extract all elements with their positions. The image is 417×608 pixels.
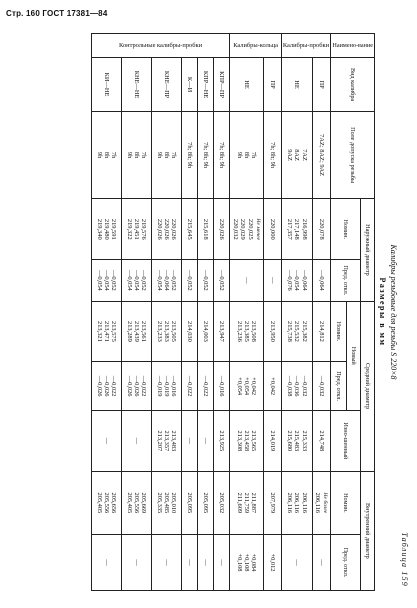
- table-cell: 7h 8h 9h: [121, 111, 151, 199]
- page-header: Стр. 160 ГОСТ 17381—84: [6, 9, 108, 18]
- col-vnutr-header: Внутренний диаметр: [361, 471, 375, 590]
- table-cell: —: [181, 534, 197, 590]
- table-cell: —0,032 —0,036 —0,038: [281, 362, 312, 411]
- nar-nom-header: Номин.: [331, 199, 361, 260]
- table-cell: +0,042 +0,054 +0,054: [229, 362, 263, 411]
- table-cell: —: [312, 534, 330, 590]
- table-cell: 205,095: [181, 471, 197, 534]
- table-cell: —: [91, 410, 121, 471]
- ne-menee-note: Не менее: [254, 218, 261, 241]
- table-cell: 215,333 215,483 215,680: [281, 410, 312, 471]
- table-cell: —0,022: [197, 362, 213, 411]
- table-cell: —: [91, 534, 121, 590]
- col-vid-header: Вид калибра: [331, 58, 375, 112]
- table-subtitle: Размеры в мм: [378, 277, 387, 347]
- ne-bolee-note: Не более: [322, 492, 329, 514]
- table-cell: 219,591 219,480 219,340: [91, 199, 121, 260]
- table-cell: 7h; 8h; 9h: [263, 111, 281, 199]
- table-cell: Не менее 220,025 220,029 220,032: [229, 199, 263, 260]
- table-cell: 213,565 213,458 213,308: [229, 410, 263, 471]
- table-cell: —0,016: [213, 362, 229, 411]
- table-cell: —: [151, 534, 181, 590]
- table-cell: —: [197, 410, 213, 471]
- table-cell: 213,575 213,471 213,321: [91, 301, 121, 362]
- iznosh-header: Изно-шенный: [331, 410, 361, 471]
- table-cell: 220,000: [263, 199, 281, 260]
- table-cell: 205,669 205,556 205,405: [121, 471, 151, 534]
- table-cell: 205,656 205,556 205,405: [91, 471, 121, 534]
- table-cell: 205,095: [197, 471, 213, 534]
- table-cell: 7h; 8h; 9h: [181, 111, 197, 199]
- table-cell: —0,064 —0,054 —0,076: [281, 260, 312, 301]
- table-cell: 219,576 219,451 219,322: [121, 199, 151, 260]
- table-cell: 213,947: [213, 301, 229, 362]
- table-cell: 213,508 213,385 213,236: [229, 301, 263, 362]
- table-cell: К—И: [181, 58, 197, 112]
- table-cell: 213,925: [213, 410, 229, 471]
- table-title: Калибры резьбовые для резьбы S 220×8: [389, 244, 398, 380]
- table-cell: 214,748: [312, 410, 330, 471]
- table-cell: —0,052 —0,064 —0,054: [151, 260, 181, 301]
- table-cell: —0,022 —0,026 —0,026: [91, 362, 121, 411]
- table-cell: КНЕ—НЕ: [121, 58, 151, 112]
- table-cell: НЕ: [229, 58, 263, 112]
- vn-nom-header: Номин.: [331, 471, 361, 534]
- table-cell: КИ—НЕ: [91, 58, 121, 112]
- table-cell: —0,052: [197, 260, 213, 301]
- col-sred-header: Средний диаметр: [361, 301, 375, 471]
- table-cell: НЕ: [281, 58, 312, 112]
- table-cell: 214,003: [197, 301, 213, 362]
- table-cell: —0,032: [312, 362, 330, 411]
- table-cell: ПР: [312, 58, 330, 112]
- group-kontrol: Контрольные калибры-пробки: [91, 34, 229, 58]
- table-cell: 7AZ 8AZ 9AZ: [281, 111, 312, 199]
- table-cell: 7AZ; 8AZ; 9AZ: [312, 111, 330, 199]
- rotated-page: [13, 33, 409, 591]
- table-cell: 220,078: [312, 199, 330, 260]
- gauge-table: [91, 33, 375, 591]
- n-nom-header: Номин.: [331, 301, 347, 362]
- table-cell: —: [181, 410, 197, 471]
- group-koltsa: Калибры-кольца: [229, 34, 281, 58]
- table-number: Таблица 159: [400, 532, 409, 587]
- table-cell: 215,618: [197, 199, 213, 260]
- table-cell: 214,812: [312, 301, 330, 362]
- table-cell: 213,505 213,383 213,233: [151, 301, 181, 362]
- table-cell: ПР: [263, 58, 281, 112]
- table-cell: КПР—ПР: [213, 58, 229, 112]
- table-cell: КНЕ—ПР: [151, 58, 181, 112]
- table-cell: —0,052: [181, 260, 197, 301]
- table-cell: —: [213, 534, 229, 590]
- table-cell: 7h; 8h; 9h: [197, 111, 213, 199]
- table-cell: 7h 8h 9h: [91, 111, 121, 199]
- table-cell: 214,019: [263, 410, 281, 471]
- table-cell: —0,016 —0,019 —0,019: [151, 362, 181, 411]
- table-cell: —: [121, 410, 151, 471]
- table-cell: 215,382 215,532 215,738: [281, 301, 312, 362]
- col-nar-header: Наружный диаметр: [361, 199, 375, 301]
- novyi-header: Новый: [347, 301, 361, 410]
- table-cell: 206,116 206,116 206,116: [281, 471, 312, 534]
- vn-pred-header: Пред. откл.: [331, 534, 361, 590]
- table-cell: 213,561 213,439 213,289: [121, 301, 151, 362]
- table-cell: 213,483 213,357 213,207: [151, 410, 181, 471]
- table-cell: —: [121, 534, 151, 590]
- table-cell: 216,998 217,148 217,357: [281, 199, 312, 260]
- table-cell: КПР—НЕ: [197, 58, 213, 112]
- n-pred-header: Пред. откл.: [331, 362, 347, 411]
- table-cell: 214,030: [181, 301, 197, 362]
- table-cell: —0,052 —0,054 —0,054: [121, 260, 151, 301]
- group-probki: Калибры-пробки: [281, 34, 330, 58]
- table-cell: —0,052: [213, 260, 229, 301]
- table-cell: +0,012: [263, 534, 281, 590]
- table-cell: 7h; 8h; 9h: [213, 111, 229, 199]
- table-cell: —0,022: [181, 362, 197, 411]
- table-cell: —: [281, 534, 312, 590]
- table-cell: 211,887 211,759 211,609: [229, 471, 263, 534]
- table-cell: +0,084 +0,108 +0,108: [229, 534, 263, 590]
- table-cell: —: [263, 260, 281, 301]
- table-cell: —: [197, 534, 213, 590]
- table-cell: 215,645: [181, 199, 197, 260]
- col-naimen-header: Наимено-вание: [331, 34, 375, 58]
- table-cell: 205,010 205,485 205,335: [151, 471, 181, 534]
- table-cell: 213,950: [263, 301, 281, 362]
- table-cell: Не более 206,116: [312, 471, 330, 534]
- table-cell: 7h 8h 9h: [229, 111, 263, 199]
- table-cell: —0,052 —0,054 —0,054: [91, 260, 121, 301]
- table-cell: —: [229, 260, 263, 301]
- table-cell: 220,026 220,026 220,026: [151, 199, 181, 260]
- nar-pred-header: Пред. откл.: [331, 260, 361, 301]
- table-cell: +0,042: [263, 362, 281, 411]
- table-cell: 7h 8h 9h: [151, 111, 181, 199]
- col-pole-header: Поле допуска резьбы: [331, 111, 375, 199]
- table-cell: —0,022 —0,026 —0,026: [121, 362, 151, 411]
- table-cell: —0,064: [312, 260, 330, 301]
- table-cell: 220,026: [213, 199, 229, 260]
- table-cell: 205,032: [213, 471, 229, 534]
- table-cell: 207,979: [263, 471, 281, 534]
